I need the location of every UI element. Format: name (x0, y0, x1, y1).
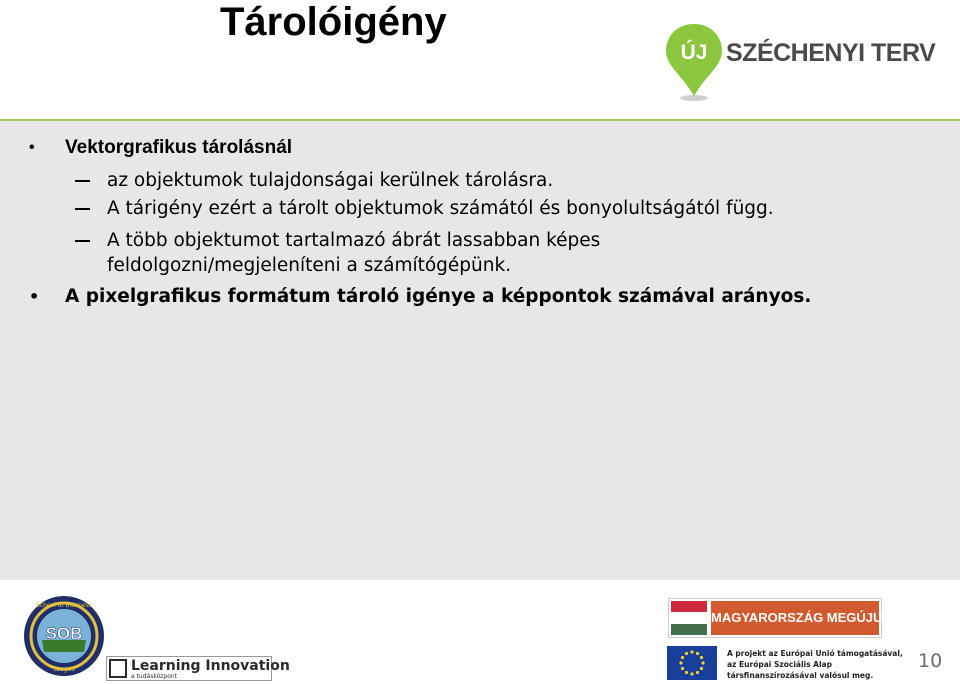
sub-item-continuation (107, 254, 511, 278)
sub-item (107, 197, 774, 221)
sub-item-text: A tárigény ezért a tárolt objektumok számától és bonyolultságától függ. (107, 198, 774, 219)
sub-item-text: A több objektumot tartalmazó ábrát lassabban képes (107, 230, 601, 251)
sub-item (107, 229, 600, 253)
uj-pin-text: ÚJ (680, 41, 708, 64)
bullet-pixel (29, 285, 812, 308)
uj-pin-icon (664, 22, 724, 102)
sub-dash (75, 208, 90, 210)
eu-line: az Európai Szociális Alap (727, 660, 832, 669)
bullet-dot: • (29, 139, 35, 156)
sub-item-text: az objektumok tulajdonságai kerülnek tárolásra. (107, 170, 554, 191)
sub-dash (75, 240, 90, 242)
eu-line: társfinanszírozásával valósul meg. (727, 671, 874, 680)
sub-dash (75, 180, 90, 182)
learning-innovation-text: Learning Innovation (131, 658, 290, 674)
eu-flag-icon (667, 646, 717, 680)
bullet-dot: • (29, 287, 40, 306)
magyarorszag-megujul-logo (668, 598, 891, 638)
eu-line: A projekt az Európai Unió támogatásával, (727, 649, 903, 658)
bullet-text: Vektorgrafikus tárolásnál (65, 137, 293, 158)
slide-title: Tárolóigény (220, 0, 447, 44)
logo-brand-text: SZÉCHENYI TERV (726, 39, 936, 67)
eu-funding-text (727, 648, 903, 681)
mm-banner-text: MAGYARORSZÁG MEGÚJUL (711, 601, 879, 635)
bullet-vector (29, 136, 293, 159)
sob-text: SOB (45, 624, 83, 643)
sub-item (107, 169, 553, 193)
learning-innovation-logo (106, 656, 290, 681)
sob-ring-bottom: Szeged (53, 666, 75, 673)
bullet-text: A pixelgrafikus formátum tároló igénye a képpontok számával arányos. (65, 286, 812, 307)
sob-logo (22, 594, 106, 678)
sub-item-text: feldolgozni/megjeleníteni a számítógépünk. (107, 255, 512, 276)
learning-logo-mark-icon (109, 659, 127, 678)
hungarian-flag-icon (671, 601, 707, 635)
slide-header (0, 0, 960, 120)
sob-ring-top: School of Business (36, 602, 92, 609)
szechenyi-terv-logo (664, 22, 936, 108)
learning-sub-text: a tudásközpont (131, 673, 178, 680)
page-number: 10 (918, 650, 943, 672)
